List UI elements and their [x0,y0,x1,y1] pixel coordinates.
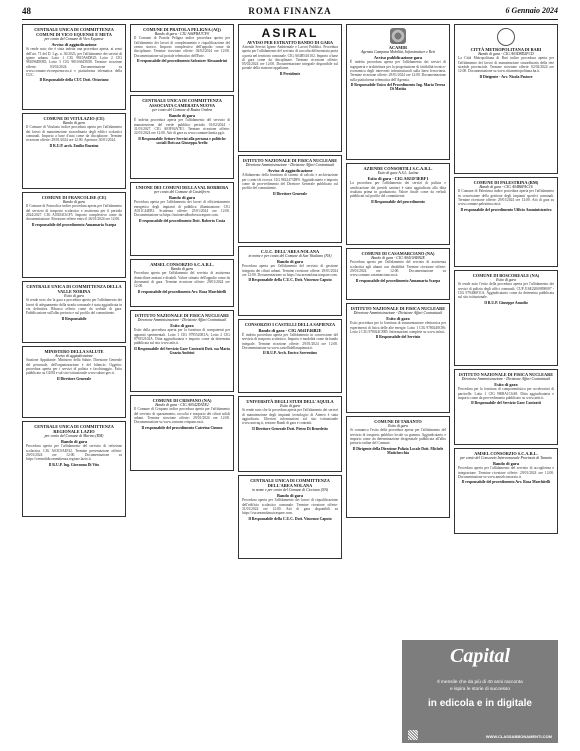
notice-signature: Il responsabile del procedimento Caterina Cimmo [141,425,223,430]
ad-call-to-action: in edicola e in digitale [428,698,532,709]
notice-body: La procedura per l'affidamento dei servizi di pulizia e sanificazione dei presidi sanitari è stata aggiudicata alla ditta risultata prima in graduatoria. Valore finale come da verbali pubblicati sul profilo del committente. [350,181,446,199]
notice-body: Si rende noto l'esito della procedura aperta per l'affidamento dei servizi di pulizia degli uffici comunali. CUP J16E22000890007 - CIG 979406F11A. Aggiudicatario come da determina pubblicata sul sito istituzionale. [458,282,554,300]
notice-subheading: Direzione Amministrazione - Divisione Affari Contrattuali [245,163,335,167]
notice-subheading: Bando di gara [171,267,193,271]
notice-subheading: Esito di gara [280,404,300,408]
notice-body: Il Comune di Palestrina indice procedura aperta per l'affidamento in concessione della gestione degli impianti sportivi comunali. Termine ricezione offerte: 29/01/2024 ore 12:00. Atti di gara su www.comune.palestrina.rm.it. [458,189,554,207]
notice-subheading: Agenzia Campana Mobilità, Infrastrutture e Reti [360,50,436,54]
notice-box [22,113,126,189]
notice-subheading: Esito di gara A.S.L. Latina [377,171,419,175]
notice-heading: AVVISO PER ESTRATTO BANDO DI GARA [246,40,334,45]
notice-signature: Il Direttore Generale [56,376,92,381]
notice-box [22,281,126,343]
notice-box [22,192,126,278]
issue-date: 6 Gennaio 2024 [505,6,558,15]
notice-heading: COMUNE DI PALESTRINA (RM) [473,180,539,185]
notice-section: Esito di gara - CIG A021F3EBF1 [367,176,429,182]
newspaper-title: ROMA FINANZA [248,6,332,16]
qr-code-icon [408,730,418,740]
notice-box [346,24,450,160]
notice-signature: Il Responsabile del Servizio Gare Contratti [471,401,541,406]
notice-heading: COMUNE DI PRATOLA PELIGNA (AQ) [143,27,221,32]
notice-section: Bando di gara [492,461,520,467]
notice-section: Avviso pubblicazione gara [373,55,423,61]
ad-tagline-2: e ispira le storie di successo [450,687,510,692]
page-header [22,6,558,20]
notice-box [454,369,558,445]
notice-heading: CENTRALE UNICA DI COMMITTENZA ASSOCIATA CAMERATA NUOVA [142,98,222,108]
notice-body: Si rende noto che la procedura aperta per l'affidamento dei servizi di manutenzione degli impianti tecnologici di Ateneo è stata aggiudicata. Ulteriori informazioni sul sito istituzionale www.univaq.it, sezione Bandi di gara e contratti. [242,408,338,426]
notice-heading: ISTITUTO NAZIONALE DI FISICA NUCLEARE [134,313,230,318]
notice-signature: Il Responsabile della C.U.C. Dott. Vincenzo Caputo [248,516,332,521]
notice-section: Bando di gara [168,195,196,201]
column-2 [130,24,234,474]
notice-box [346,163,450,245]
notice-subheading: Bando di gara - CIG A04B6FAC16 [479,185,533,189]
notice-subheading: Direzione Amministrazione - Divisione Affari Contrattuali [353,311,443,315]
notice-signature: Il Dirigente della Direzione Polizia Locale Dott. Michele Matichecchia [352,446,444,456]
notice-box [454,448,558,534]
notice-signature: Il responsabile del procedimento Annamaria Scarpa [355,278,441,283]
ad-tagline-1: Il mensile che da più di 40 anni racconta [437,680,523,685]
notice-signature: Il R.U.P. Ing. Giovanna Di Vito [48,462,100,467]
notice-heading: CENTRALE UNICA DI COMMITTENZA DELLA VALLE NORINA [26,284,122,294]
ad-url[interactable]: WWW.CLASSABBONAMENTI.COM [485,734,552,739]
notice-box [130,310,234,392]
notice-box [238,319,342,393]
notice-heading: CENTRALE UNICA DI COMMITTENZA REGIONALE LAZIO [34,424,114,434]
notice-subheading: Bando di gara - CIG A03D8D2FCD [478,52,534,56]
notice-signature: Il Direttore Generale [272,191,308,196]
notice-body: Si rende noto che la gara a procedura aperta per l'affidamento dei lavori di adeguamento della strada comunale è stata aggiudicata in via definitiva. Ribasso offerto come da verbale di gara. Pubblicazione sull'albo pretorio e sul profilo del committente. [26,298,122,316]
notice-box [22,346,126,418]
notice-signature: Il responsabile del procedimento Ufficio Amministrativo [460,207,552,212]
notice-subheading: in nome e per conto del Comune di San Vitaliano (NA) [248,254,332,258]
notice-body: È indetta procedura aperta per l'affidamento in concessione del servizio di trasporto scolastico. Importo e modalità come da bando integrale. Termine ricezione offerte: 29/01/2024 ore 12:00. Documentazione su www.castellidellasapienza.it. [242,333,338,350]
notice-box [130,259,234,307]
notice-box [346,248,450,300]
notice-heading: COMUNE DI FRANCOLISE (CE) [41,195,107,200]
notice-subheading: Bando di gara [63,121,85,125]
agency-logo-icon [390,28,406,44]
notice-body: È indetta procedura aperta per l'affidamento del servizio di manutenzione del verde pubblico periodo 01/02/2024 - 31/01/2027. CIG A03F04A7E1. Termine ricezione offerte: 22/01/2024 ore 12:00. Atti di gara su www.comune.bastia.pg.it. [134,118,230,136]
notice-body: Si rende noto che è stata indetta una procedura aperta, ai sensi dell'art. 71 del D. Lgs. n. 36/2023, per l'affidamento dei servizi di igiene urbana. Lotto 1 CIG 9810A6DE25; Lotto 2 CIG 981096DE8D; Lotto 3 CIG 9810A6D5D8. Termine ricezione offerte: 03/02/2024. Documentazione su www.comune.vicoequense.na.it e piattaforma telematica della CUC. [26,47,122,78]
notice-logo-text: ASIRAL [261,26,319,40]
column-5 [454,24,558,537]
notice-section: Avviso di aggiudicazione [51,42,97,48]
notice-signature: Il R.U.P. Giuseppe Amodio [484,300,528,305]
notice-body: Si comunica l'esito della procedura aperta per l'affidamento del servizio di trasporto pubblico locale su gomma. Aggiudicatario e importo come da determinazione dirigenziale pubblicata all'albo pretorio online del Comune. [350,428,446,446]
notice-section: Bando di gara [60,439,88,445]
notice-box [130,95,234,179]
notice-signature: Il responsabile del procedimento Avv. Rosa Marchitelli [137,289,227,294]
capital-advertisement[interactable] [402,640,558,743]
notice-box [238,475,342,559]
notice-body: Il Comune di Vitulazio indice procedura aperta per l'affidamento dei lavori di manutenzione straordinaria degli edifici scolastici comunali. Importo a base d'asta come da disciplinare. Termine ricezione offerte: 29/01/2024 ore 12:00. Apertura: 30/01/2024. [26,125,122,143]
notice-box [238,24,342,152]
notice-heading: COMUNE DI BOSCOREALE (NA) [472,273,540,278]
notice-box [130,182,234,256]
notice-section: Bando di gara [168,113,196,119]
column-1 [22,24,126,520]
notice-box [130,24,234,92]
notice-heading: AZIENDE CONSORTILI S.C.A.R.L. [363,166,433,171]
notice-section: Bando di gara - CIG A041F46B2E [258,328,322,333]
notice-subheading: Bando di gara - CIG A0410AEB2E [371,256,425,260]
notice-signature: Il responsabile del procedimento Salvatore Alessandrini [136,58,228,63]
notice-body: Azienda Servizi Igiene Ambientale e Lavori Pubblici. Procedura aperta per l'affidamento del servizio di raccolta differenziata porta a porta nel territorio comunale. CIG A04B54A102. Importo a base di gara come da disciplinare. Termine ricezione offerte: 05/02/2024 ore 12:00. Documentazione integrale disponibile sul portale della stazione appaltante. [242,45,338,71]
notice-heading: CITTÀ METROPOLITANA DI BARI [470,47,542,52]
notice-heading: CONSORZIO I CASTELLI DELLA SAPIENZA [244,322,336,327]
notice-signature: Il responsabile del procedimento Annamaria Scarpa [31,222,117,227]
notice-signature: Il Responsabile Unico del Procedimento Ing. Maria Teresa Di Mattia [350,82,446,92]
notice-heading: AMSEL CONSORZIO S.C.A.R.L. [474,451,538,456]
notice-heading: ISTITUTO NAZIONALE DI FISICA NUCLEARE [242,158,338,163]
notice-section: Esito di gara [386,316,410,322]
notice-heading: CENTRALE UNICA DI COMMITTENZA COMUNI DI VICO EQUENSE E META [34,27,114,37]
notice-box [454,177,558,267]
notice-body: È indetta procedura aperta per l'affidamento dei servizi di ingegneria e architettura per la progettazione di fattibilità tecnico-economica degli interventi infrastrutturali sulla linea ferroviaria. Termine ricezione offerte: 29/01/2024 ore 12:00. Documentazione sulla piattaforma telematica dell'Agenzia. [350,60,446,82]
notice-heading: UNIVERSITÀ DEGLI STUDI DELL'AQUILA [246,399,334,404]
notice-heading: ISTITUTO NAZIONALE DI FISICA NUCLEARE [350,306,446,311]
notice-box [454,270,558,366]
notice-subheading: Esito di gara [64,294,84,298]
notice-body: Il Comune di Francolise indice procedura aperta per l'affidamento del servizio di trasporto scolastico e assistenza per il periodo 2024/2027. CIG A03D4C61F5. Importo complessivo come da documentazione. Ricezione offerte entro il 26/01/2024 ore 12:00. [26,204,122,222]
notice-body: Procedura aperta per l'affidamento del servizio di refezione scolastica. CIG A03C0A4F42. Termine presentazione offerte: 29/01/2024 ore 12:00. Documentazione su https://centralidicommittenza.regione.lazio.it. [26,444,122,462]
notice-section: Esito di gara [494,382,518,388]
notice-signature: Il R.U.P. Arch. Enrico Sorrentino [263,351,317,356]
notice-box [238,155,342,243]
notice-heading: C.U.C. DELL'AREA NOLANA [260,249,320,254]
notice-signature: Il Direttore Generale Dott. Pietro Di Benedetto [252,426,328,431]
notice-body: Esito procedura per la fornitura di strumentazione elettronica per esperimenti di fisica delle alte energie. Lotto 1 CIG 9780240C86; Lotto 2 CIG 978024C8B5. Informazioni complete su www.infn.it. [350,321,446,334]
notice-subheading: Bando di gara [63,200,85,204]
notice-heading: ISTITUTO NAZIONALE DI FISICA NUCLEARE [458,372,554,377]
notice-signature: Il Presidente [279,71,301,76]
page-number: 48 [22,6,31,16]
notice-subheading: Avviso di aggiudicazione [55,354,93,358]
notice-subheading: Esito di gara [388,424,408,428]
notice-subheading: per conto del Consorzio Intercomunale Provincia di Taranto [459,456,553,460]
notice-signature: Il responsabile del procedimento Dott. Roberto Costa [138,218,226,223]
notice-subheading: in nome e per conto del Comune di Cicciano (NA) [251,488,329,492]
notice-body: Procedura aperta per l'affidamento del servizio di gestione integrata dei rifiuti urbani. Termine ricezione offerte: 29/01/2024 ore 12:00. Documentazione su https://cucareanolana.traspare.com. [242,264,338,277]
notice-subheading: per conto del Comune di Castelferro [154,190,210,194]
capital-logo: Capital [449,645,510,667]
notice-box [130,395,234,471]
notice-subheading: Direzione Amministrazione - Divisione Affari Contrattuali [461,377,551,381]
notice-body: La Città Metropolitana di Bari indice procedura aperta per l'affidamento dei lavori di manutenzione straordinaria della rete stradale provinciale. Termine ricezione offerte: 02/02/2024 ore 12:00. Documentazione su www.cittametropolitana.ba.it. [458,56,554,74]
notice-heading: CENTRALE UNICA DI COMMITTENZA DELL'AREA NOLANA [250,478,330,488]
notice-body: Esito della procedura aperta per la fornitura di componenti per apparati sperimentali. Lotto 1 CIG 9795520E1A; Lotto 2 CIG 979552102A. Ditta aggiudicataria e importo come da determina pubblicata sul sito www.infn.it. [134,328,230,346]
notice-signature: Il R.U.P. arch. Emilio Ruzzino [49,143,99,148]
column-3 [238,24,342,562]
notice-subheading: Bando di gara - CIG A04FBA7CF0 [154,32,210,36]
notice-subheading: per conto del Comune di Vico Equense [44,37,104,41]
notice-body: Procedura aperta per l'affidamento del servizio di assistenza domiciliare anziani e disabili. Valore stimato dell'appalto come da documenti di gara. Termine ricezione offerte: 29/01/2024 ore 12:00. [134,271,230,289]
notice-heading: UNIONE DEI COMUNI DELLA VAL BORBERA [135,185,229,190]
notice-heading: COMUNE DI CASAMARCIANO (NA) [361,251,435,256]
notice-section: Avviso di aggiudicazione [267,168,313,174]
notice-body: Procedura aperta per l'affidamento dei lavori di riqualificazione dell'edificio scolastico comunale. Termine ricezione offerte: 31/01/2024 ore 12:00. Atti di gara disponibili su https://cucareanolana.traspare.com. [242,498,338,516]
notice-body: Affidamento della fornitura di sistemi di calcolo e archiviazione per i centri di ricerca. CIG 9822473DF0. Aggiudicatario e importo come da provvedimento del Direttore Generale pubblicato sul profilo del committente. [242,173,338,191]
notice-body: Stazione Appaltante: Ministero della Salute, Direzione Generale del personale, dell'organizzazione e del bilancio. Oggetto: procedura aperta per i servizi di pulizia e facchinaggio. Esito pubblicato su GURI e sul sito istituzionale www.salute.gov.it. [26,358,122,376]
notice-box [346,303,450,413]
notice-heading: AMSEL CONSORZIO S.C.A.R.L. [150,262,214,267]
notice-subheading: per conto del Comune di Bastia Umbra [152,108,212,112]
notice-body: Il Comune di Pratola Peligna indice procedura aperta per l'affidamento dei lavori di completamento e riqualificazione del centro storico. Importo complessivo dell'appalto come da disciplinare. Termine ricezione offerte: 02/02/2024 ore 12:00. Documentazione sul portale telematico dell'Ente. [134,36,230,58]
notice-section: Bando di gara [276,493,304,499]
notice-signature: Il Responsabile della CUC Dott. Ottaviano [39,78,109,83]
notice-box [238,396,342,472]
notice-box [454,24,558,174]
notice-signature: Il Responsabile del Servizio Gare Contratti Dott. ssa Maria Grazia Andrini [134,346,230,356]
notice-section: Esito di gara [170,323,194,329]
notice-signature: Il Responsabile del procedimento [371,199,425,204]
notice-heading: COMUNE DI TARANTO [374,419,422,424]
notice-subheading: Direzione Amministrazione - Divisione Affari Contrattuali [137,318,227,322]
notice-section: Bando di gara [276,259,304,265]
notice-body: Procedura per la fornitura di componentistica per acceleratori di particelle. Lotto 1 CIG 9808A1C6A8. Ditta aggiudicataria e importo come da provvedimento pubblicato su www.infn.it. [458,387,554,400]
notice-box [22,421,126,517]
coat-of-arms-icon [497,28,515,46]
notice-box [238,246,342,316]
notice-heading: MINISTERO DELLA SALUTE [44,349,104,354]
notice-body: Procedura aperta per l'affidamento del servizio di accoglienza e integrazione. Termine ricezione offerte: 29/01/2024 ore 12:00. Documentazione su www.amselconsorzio.it. [458,466,554,479]
notice-signature: Il responsabile del procedimento Avv. Rosa Marchitelli [461,480,551,485]
notice-heading: COMUNE DI VITULAZIO (CE) [43,116,105,121]
notice-subheading: per conto del Comune di Marino (RM) [44,434,104,438]
notice-box [346,416,450,518]
notice-signature: Il Responsabile del Servizio [375,335,421,340]
notice-body: Il Comune di Crispano indice procedura aperta per l'affidamento del servizio di spazzamento, raccolta e trasporto dei rifiuti solidi urbani. Termine ricezione offerte: 29/01/2024 ore 12:00. Documentazione su www.comune.crispano.na.it. [134,407,230,425]
notice-signature: Il Responsabile [61,316,87,321]
notice-box [22,24,126,110]
notice-signature: Il Dirigente - Avv. Nicola Pastore [479,74,533,79]
notice-signature: Il Responsabile della C.U.C. Dott. Vincenzo Caputo [248,278,332,283]
notice-body: Procedura aperta per l'affidamento del servizio di assistenza scolastica agli alunni con disabilità. Termine ricezione offerte: 29/01/2024 ore 12:00. Documentazione su www.comune.casamarciano.na.it. [350,260,446,278]
notice-subheading: Bando di gara - CIG A0542DA5E2 [155,403,209,407]
notice-heading: COMUNE DI CRISPANO (NA) [152,398,212,403]
notice-signature: Il Responsabile Settore Servizi alla persona e politiche sociali Dott.ssa Giuseppa Arelio [138,136,226,146]
notice-heading: ACAMIR [388,45,408,50]
notice-subheading: Esito di gara [496,278,516,282]
column-4 [346,24,450,521]
notice-body: Procedura aperta per l'affidamento dei lavori di efficientamento energetico degli impianti di pubblica illuminazione. CIG A031C44EB1. Scadenza offerte: 25/01/2024 ore 12:00. Documentazione su https://unionevalborbera.traspare.com. [134,200,230,218]
